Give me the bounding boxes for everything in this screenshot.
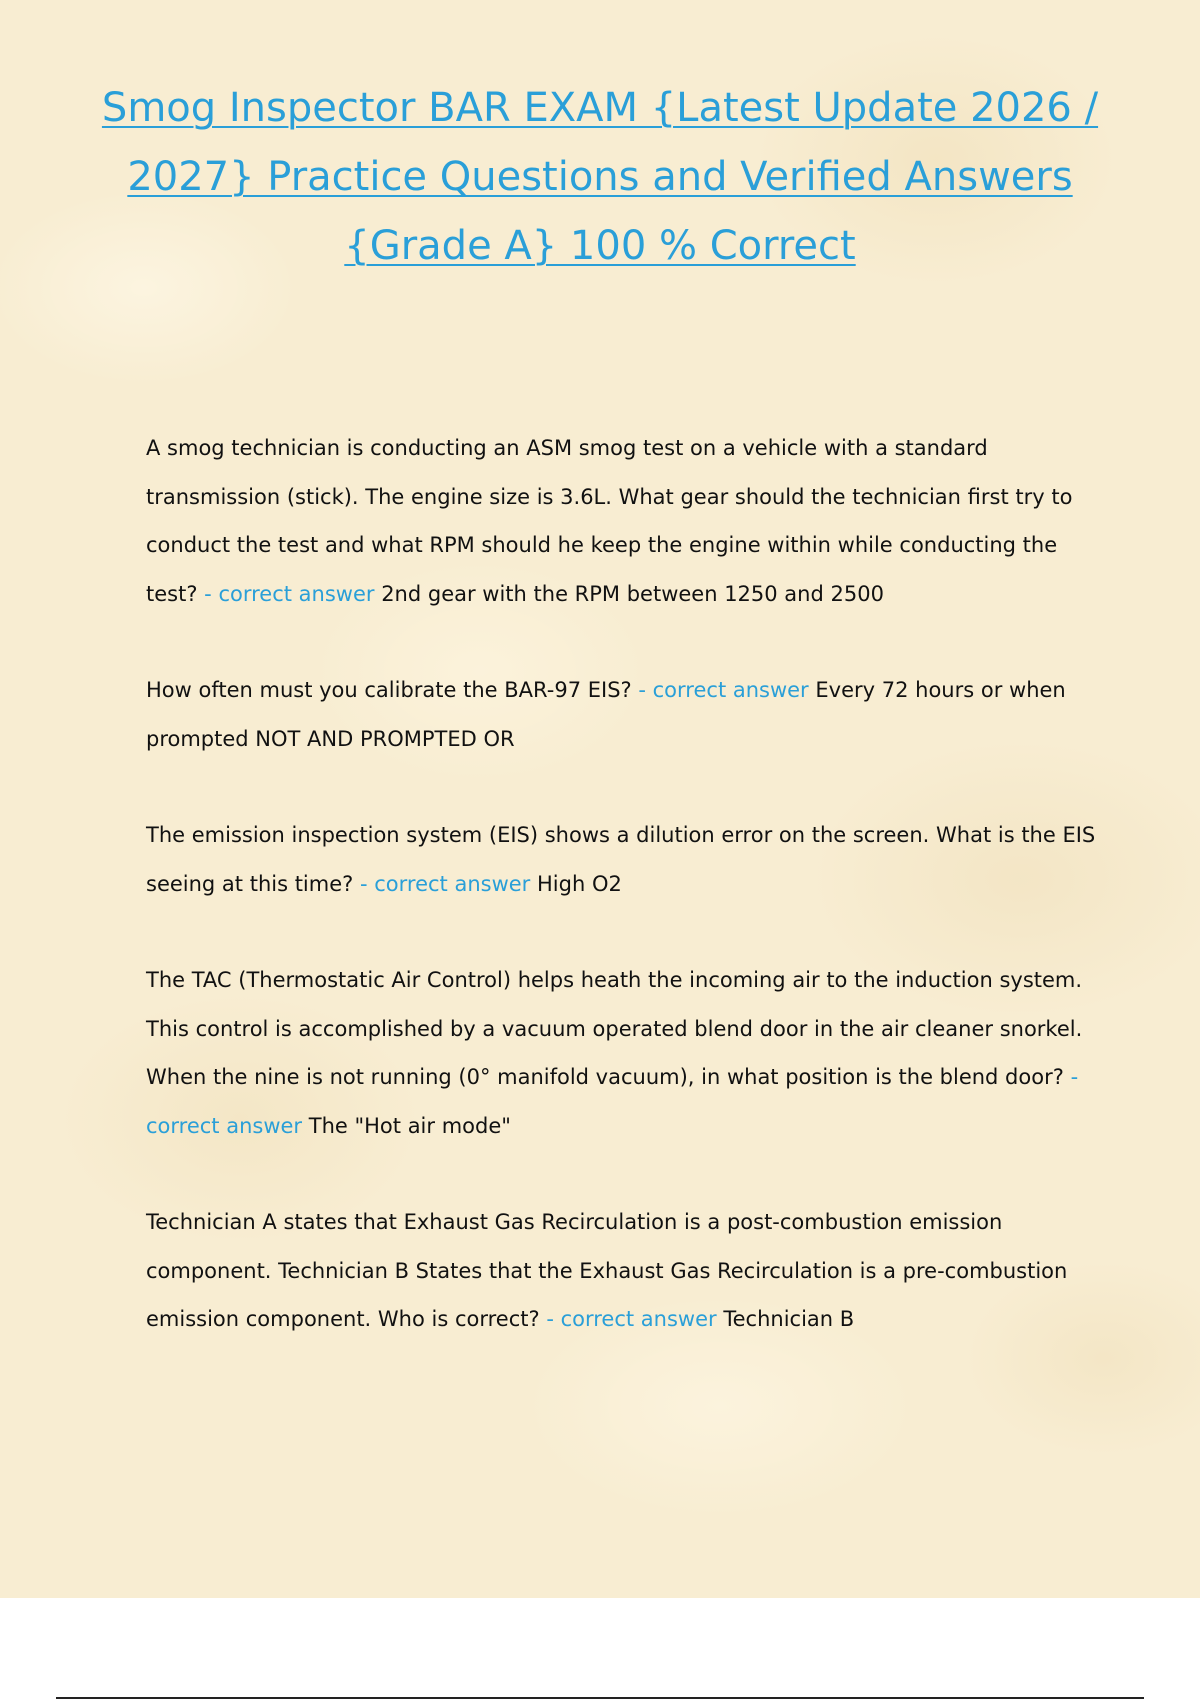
answer-separator: - — [359, 871, 368, 896]
qa-item — [146, 811, 1096, 908]
answer-separator: - — [1070, 1065, 1079, 1089]
answer-label: correct answer — [146, 1113, 303, 1138]
qa-item — [146, 956, 1096, 1150]
answer-separator: - — [638, 678, 646, 702]
question-text: Technician A states that Exhaust Gas Recirculation is a post-combustion emission component. Technician B States that the Exhaust Gas Recirculation is a pre-combustion emission component. Who is correct? — [146, 1210, 1068, 1331]
answer-text: 2nd gear with the RPM between 1250 and 2500 — [381, 581, 884, 606]
answer-label: correct answer — [560, 1307, 717, 1331]
question-text: A smog technician is conducting an ASM smog test on a vehicle with a standard transmission (stick). The engine size is 3.6L. What gear should the technician first try to conduct the test and what RPM should he keep the engine within while conducting the test? — [146, 436, 1073, 606]
question-text: The TAC (Thermostatic Air Control) helps heath the incoming air to the induction system. This control is accomplished by a vacuum operated blend door in the air cleaner snorkel. When the nine is not running (0° manifold vacuum), in what position is the blend door? — [146, 968, 1083, 1089]
footer-divider — [56, 1697, 1144, 1699]
answer-separator: - — [546, 1307, 554, 1331]
answer-label: correct answer — [652, 678, 809, 702]
qa-item — [146, 1198, 1096, 1344]
document-title: Smog Inspector BAR EXAM {Latest Update 2026 / 2027} Practice Questions and Verified Answers {Grade A} 100 % Correct — [101, 85, 1099, 269]
answer-label: correct answer — [374, 871, 531, 896]
question-text: How often must you calibrate the BAR-97 EIS? — [146, 678, 632, 702]
qa-item — [146, 424, 1096, 618]
question-text: The emission inspection system (EIS) shows a dilution error on the screen. What is the EIS seeing at this time? — [146, 823, 1096, 896]
answer-text: High O2 — [537, 871, 622, 896]
answer-text: The "Hot air mode" — [308, 1113, 511, 1138]
answer-text: Every 72 hours or when prompted NOT AND PROMPTED OR — [146, 678, 1066, 751]
answer-separator: - — [204, 581, 212, 606]
qa-list — [146, 424, 1096, 1392]
qa-item — [146, 666, 1096, 763]
answer-label: correct answer — [218, 581, 375, 606]
answer-text: Technician B — [723, 1307, 855, 1331]
